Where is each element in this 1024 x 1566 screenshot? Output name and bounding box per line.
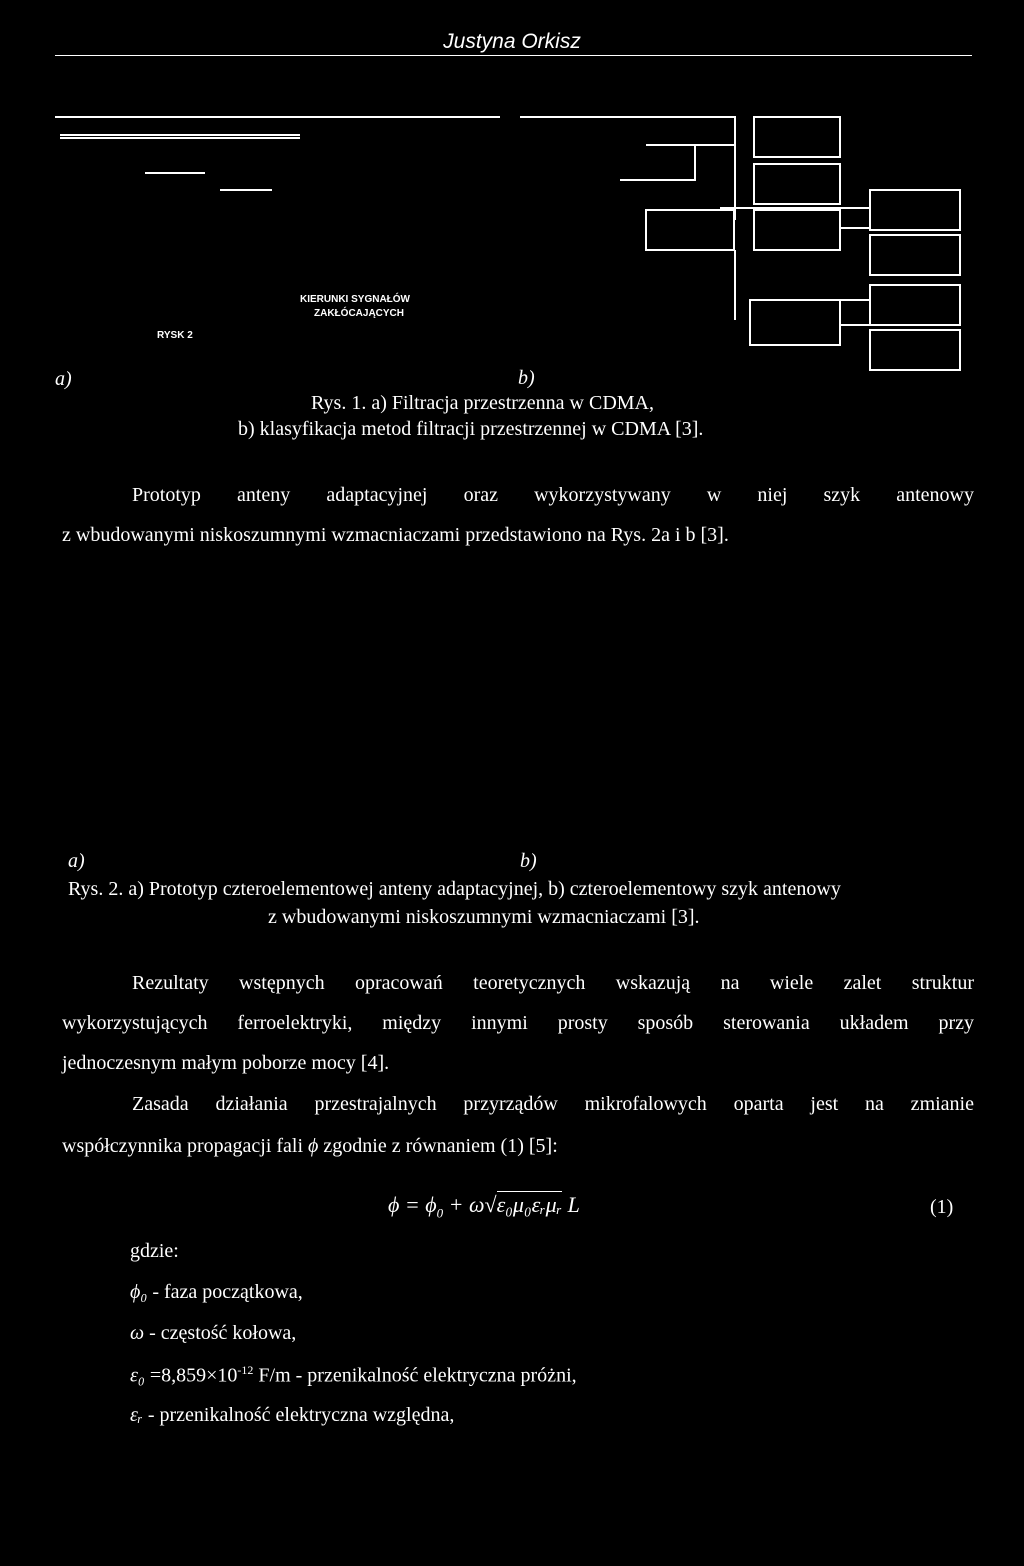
symbol-omega: ω — [130, 1322, 145, 1344]
page-header-author: Justyna Orkisz — [443, 30, 581, 53]
equation-1 — [388, 1192, 580, 1221]
header-rule — [55, 55, 972, 56]
symbol-epsilon0: ε₀ — [130, 1364, 145, 1387]
symbol-epsilonr: εᵣ — [130, 1404, 143, 1426]
equation-mid: + ω — [443, 1192, 485, 1217]
figure-1a-label-line2: ZAKŁÓCAJĄCYCH — [314, 308, 404, 319]
definition-epsilon0 — [130, 1363, 577, 1388]
definition-omega-text: - częstość kołowa, — [144, 1322, 297, 1344]
definition-phi0 — [130, 1281, 303, 1304]
figure-1-label-b: b) — [518, 367, 535, 389]
paragraph-2-line3: jednoczesnym małym poborze mocy [4]. — [62, 1052, 390, 1074]
figure-1 — [0, 100, 1024, 390]
definition-epsilon0-text: =8,859×10 — [144, 1364, 238, 1387]
definition-epsilonr-text: - przenikalność elektryczna względna, — [142, 1404, 455, 1426]
sqrt-sign: √ — [484, 1192, 497, 1217]
figure-1a-corner-label: RYSK 2 — [157, 330, 193, 341]
equation-lhs: ϕ = ϕ — [388, 1192, 437, 1217]
paragraph-2-line2: wykorzystujących ferroelektryki, między innymi prosty sposób sterowania układem przy — [62, 1012, 974, 1034]
paragraph-2-line1: Rezultaty wstępnych opracowań teoretycznych wskazują na wiele zalet struktur — [132, 972, 974, 994]
definition-epsilon0-exponent: -12 — [237, 1363, 254, 1377]
paragraph-3-line2 — [62, 1135, 558, 1158]
figure-1-diagram — [0, 100, 1024, 380]
paragraph-3-line2-part-b: zgodnie z równaniem (1) [5]: — [318, 1135, 558, 1157]
figure-2-caption-line1: Rys. 2. a) Prototyp czteroelementowej anteny adaptacyjnej, b) czteroelementowy szyk antenowy — [68, 878, 841, 900]
paragraph-1-line2: z wbudowanymi niskoszumnymi wzmacniaczami przedstawiono na Rys. 2a i b [3]. — [62, 524, 729, 546]
figure-1-caption-line2: b) klasyfikacja metod filtracji przestrzennej w CDMA [3]. — [238, 418, 704, 440]
equation-sub0: 0 — [436, 1205, 444, 1221]
definition-epsilonr — [130, 1404, 454, 1427]
equation-sqrt-content: ε₀μ₀εᵣμᵣ — [496, 1192, 563, 1217]
definition-phi0-text: - faza początkowa, — [147, 1281, 303, 1303]
paragraph-3-line2-part-a: współczynnika propagacji fali — [62, 1135, 309, 1157]
symbol-phi: ϕ — [308, 1135, 319, 1157]
paragraph-3-line1: Zasada działania przestrajalnych przyrządów mikrofalowych oparta jest na zmianie — [132, 1093, 974, 1115]
definition-epsilon0-text2: F/m - przenikalność elektryczna próżni, — [253, 1364, 577, 1387]
paragraph-1-line1: Prototyp anteny adaptacyjnej oraz wykorzystywany w niej szyk antenowy — [132, 484, 974, 506]
figure-1-caption-line1: Rys. 1. a) Filtracja przestrzenna w CDMA, — [311, 392, 654, 414]
equation-number: (1) — [930, 1196, 954, 1218]
figure-2-label-a: a) — [68, 850, 85, 872]
equation-tail: L — [567, 1192, 580, 1217]
definition-omega — [130, 1322, 296, 1345]
figure-2-label-b: b) — [520, 850, 537, 872]
figure-1a-label-line1: KIERUNKI SYGNAŁÓW — [300, 294, 410, 305]
figure-1-label-a: a) — [55, 368, 72, 390]
symbol-phi0: ϕ₀ — [130, 1281, 148, 1303]
definitions-intro: gdzie: — [130, 1240, 179, 1262]
figure-2-caption-line2: z wbudowanymi niskoszumnymi wzmacniaczami [3]. — [268, 906, 700, 928]
